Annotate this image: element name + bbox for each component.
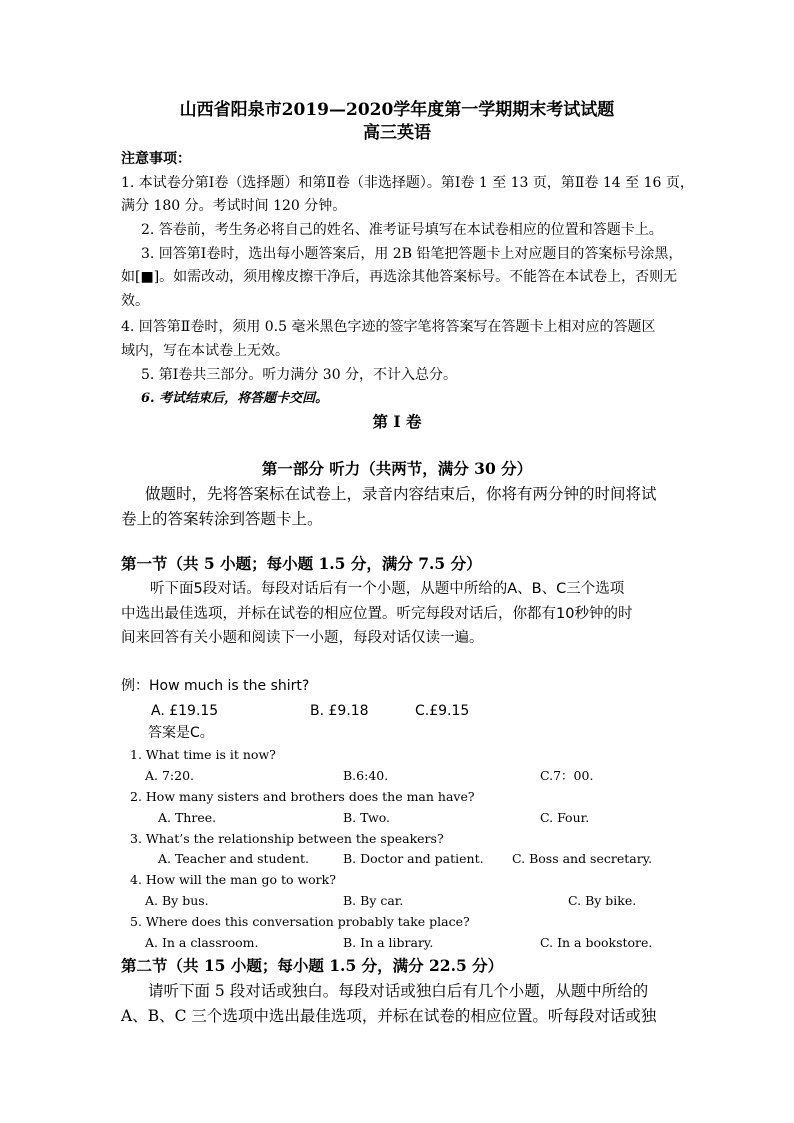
notes-item-1a: 1. 本试卷分第Ⅰ卷（选择题）和第Ⅱ卷（非选择题）。第Ⅰ卷 1 至 13 页，第Ⅱ卷 14 至 16 页， (121, 175, 694, 191)
question-4-option-c: C. By bike. (568, 893, 637, 908)
question-5-option-a: A. In a classroom. (145, 935, 259, 950)
question-1: 1. What time is it now? (130, 747, 276, 762)
section2-instruction-1: 请听下面 5 段对话或独白。每段对话或独白后有几个小题，从题中所给的 (148, 982, 649, 1000)
notes-item-6: 6. 考试结束后，将答题卡交回。 (141, 391, 329, 406)
notes-item-2: 2. 答卷前，考生务必将自己的姓名、准考证号填写在本试卷相应的位置和答题卡上。 (141, 222, 663, 238)
section1-instruction-3: 间来回答有关小题和阅读下一小题，每段对话仅读一遍。 (121, 630, 484, 646)
part1-instruction-2: 卷上的答案转涂到答题卡上。 (121, 510, 323, 528)
notes-item-5: 5. 第Ⅰ卷共三部分。听力满分 30 分，不计入总分。 (141, 367, 458, 383)
question-2-option-b: B. Two. (343, 810, 391, 825)
notes-item-3a: 3. 回答第Ⅰ卷时，选出每小题答案后，用 2B 铅笔把答题卡上对应题目的答案标号涂黑， (141, 246, 683, 262)
notes-item-4b: 域内，写在本试卷上无效。 (121, 343, 289, 359)
question-3-option-b: B. Doctor and patient. (343, 851, 484, 866)
section2-instruction-2: A、B、C 三个选项中选出最佳选项，并标在试卷的相应位置。听每段对话或独 (121, 1007, 657, 1025)
volume-title: 第 Ⅰ 卷 (372, 412, 422, 431)
question-2: 2. How many sisters and brothers does the man have? (130, 789, 475, 804)
exam-subtitle: 高三英语 (363, 123, 431, 143)
notes-item-4a: 4. 回答第Ⅱ卷时，须用 0.5 毫米黑色字迹的签字笔将答案写在答题卡上相对应的答题区 (121, 319, 656, 335)
question-3: 3. What’s the relationship between the speakers? (130, 831, 444, 846)
question-3-option-c: C. Boss and secretary. (512, 851, 653, 866)
example-answer: 答案是C。 (148, 725, 214, 741)
question-2-option-c: C. Four. (540, 810, 590, 825)
section1-heading: 第一节（共 5 小题；每小题 1.5 分，满分 7.5 分） (121, 554, 482, 573)
question-5-option-b: B. In a library. (343, 935, 434, 950)
question-5: 5. Where does this conversation probably take place? (130, 914, 470, 929)
part1-heading: 第一部分 听力（共两节，满分 30 分） (261, 459, 533, 478)
part1-instruction-1: 做题时，先将答案标在试卷上，录音内容结束后，你将有两分钟的时间将试 (145, 485, 657, 503)
question-3-option-a: A. Teacher and student. (158, 851, 310, 866)
question-1-option-b: B.6:40. (343, 768, 389, 783)
exam-title: 山西省阳泉市2019—2020学年度第一学期期末考试试题 (179, 100, 615, 120)
section1-instruction-2: 中选出最佳选项，并标在试卷的相应位置。听完每段对话后，你都有10秒钟的时 (121, 606, 633, 622)
question-4-option-b: B. By car. (343, 893, 404, 908)
question-4: 4. How will the man go to work? (130, 872, 336, 887)
example-option-b: B. £9.18 (310, 703, 369, 719)
section1-instruction-1: 听下面5段对话。每段对话后有一个小题，从题中所给的A、B、C三个选项 (150, 581, 625, 597)
notes-item-1b: 满分 180 分。考试时间 120 分钟。 (121, 198, 347, 214)
example-option-c: C.£9.15 (415, 703, 470, 719)
section2-heading: 第二节（共 15 小题；每小题 1.5 分，满分 22.5 分） (121, 956, 504, 975)
question-4-option-a: A. By bus. (145, 893, 209, 908)
question-1-option-c: C.7：00. (540, 768, 594, 783)
question-2-option-a: A. Three. (158, 810, 217, 825)
question-1-option-a: A. 7:20. (145, 768, 195, 783)
question-5-option-c: C. In a bookstore. (540, 935, 653, 950)
notes-item-3b: 如[■]。如需改动，须用橡皮擦干净后，再选涂其他答案标号。不能答在本试卷上，否则无 (121, 269, 678, 285)
example-question: 例：How much is the shirt? (121, 678, 310, 694)
example-option-a: A. £19.15 (151, 703, 219, 719)
notes-heading: 注意事项： (121, 151, 191, 167)
notes-item-3c: 效。 (121, 293, 149, 309)
